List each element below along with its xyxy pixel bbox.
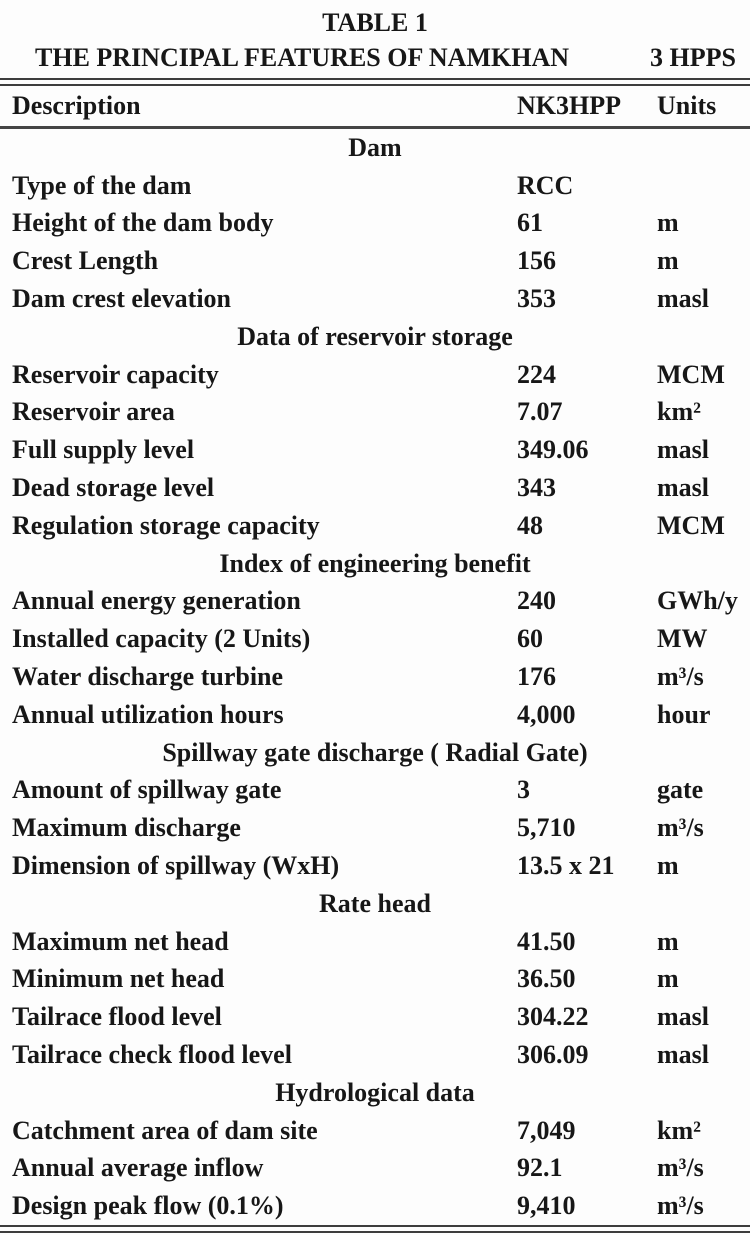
row-value: 176 bbox=[517, 662, 556, 692]
row-value: 7,049 bbox=[517, 1115, 576, 1145]
row-value: 5,710 bbox=[517, 813, 576, 843]
section-heading: Hydrological data bbox=[275, 1077, 475, 1107]
row-unit: MCM bbox=[657, 510, 725, 540]
row-value: 61 bbox=[517, 208, 543, 238]
row-unit: m bbox=[657, 208, 679, 238]
table-caption bbox=[0, 0, 750, 74]
row-label: Water discharge turbine bbox=[12, 662, 284, 692]
row-label: Catchment area of dam site bbox=[12, 1115, 318, 1145]
row-label: Dead storage level bbox=[12, 473, 215, 503]
row-value: 156 bbox=[517, 246, 556, 276]
section-heading: Spillway gate discharge ( Radial Gate) bbox=[162, 737, 588, 767]
row-value: 92.1 bbox=[517, 1153, 563, 1183]
row-unit: hour bbox=[657, 699, 711, 729]
row-label: Amount of spillway gate bbox=[12, 775, 282, 805]
row-unit: m³/s bbox=[657, 1153, 704, 1183]
row-label: Reservoir area bbox=[12, 397, 175, 427]
row-unit: km² bbox=[657, 397, 701, 427]
row-label: Height of the dam body bbox=[12, 208, 274, 238]
column-header-value: NK3HPP bbox=[517, 91, 621, 120]
row-value: 36.50 bbox=[517, 964, 576, 994]
row-value: 240 bbox=[517, 586, 556, 616]
row-label: Full supply level bbox=[12, 435, 195, 465]
row-label: Annual utilization hours bbox=[12, 699, 284, 729]
row-unit: m³/s bbox=[657, 813, 704, 843]
row-label: Minimum net head bbox=[12, 964, 225, 994]
row-unit: MW bbox=[657, 624, 708, 654]
row-unit: gate bbox=[657, 775, 704, 805]
row-unit: MCM bbox=[657, 359, 725, 389]
section-heading: Dam bbox=[348, 132, 402, 162]
section-heading: Index of engineering benefit bbox=[219, 548, 531, 578]
row-unit: masl bbox=[657, 473, 709, 503]
row-value: 60 bbox=[517, 624, 543, 654]
row-label: Crest Length bbox=[12, 246, 159, 276]
row-label: Dam crest elevation bbox=[12, 284, 232, 314]
row-label: Installed capacity (2 Units) bbox=[12, 624, 311, 654]
row-label: Annual energy generation bbox=[12, 586, 301, 616]
row-value: 343 bbox=[517, 473, 556, 503]
row-label: Type of the dam bbox=[12, 170, 192, 200]
row-value: 3 bbox=[517, 775, 530, 805]
row-unit: m³/s bbox=[657, 1191, 704, 1221]
row-value: 304.22 bbox=[517, 1002, 589, 1032]
row-unit: m bbox=[657, 964, 679, 994]
row-label: Annual average inflow bbox=[12, 1153, 264, 1183]
row-value: 41.50 bbox=[517, 926, 576, 956]
top-double-rule bbox=[0, 78, 750, 86]
section-heading: Data of reservoir storage bbox=[237, 321, 513, 351]
bottom-double-rule bbox=[0, 1225, 750, 1233]
table-title-line bbox=[0, 38, 750, 74]
row-value: 224 bbox=[517, 359, 556, 389]
row-unit: masl bbox=[657, 435, 709, 465]
row-unit: masl bbox=[657, 1002, 709, 1032]
row-value: RCC bbox=[517, 170, 574, 200]
row-unit: m bbox=[657, 851, 679, 881]
row-label: Maximum net head bbox=[12, 926, 229, 956]
column-header-description: Description bbox=[12, 91, 141, 120]
row-label: Tailrace flood level bbox=[12, 1002, 222, 1032]
row-unit: m bbox=[657, 246, 679, 276]
table-title-suffix: 3 HPPS bbox=[650, 43, 736, 72]
row-unit: m³/s bbox=[657, 662, 704, 692]
row-unit: m bbox=[657, 926, 679, 956]
row-unit: km² bbox=[657, 1115, 701, 1145]
row-unit: masl bbox=[657, 1040, 709, 1070]
row-label: Reservoir capacity bbox=[12, 359, 219, 389]
row-value: 7.07 bbox=[517, 397, 563, 427]
table-header-row bbox=[0, 86, 750, 126]
row-value: 13.5 x 21 bbox=[517, 851, 615, 881]
row-label: Maximum discharge bbox=[12, 813, 241, 843]
row-value: 4,000 bbox=[517, 699, 576, 729]
rows-container bbox=[0, 129, 750, 1225]
row-value: 48 bbox=[517, 510, 543, 540]
row-label: Design peak flow (0.1%) bbox=[12, 1191, 284, 1221]
table-title: THE PRINCIPAL FEATURES OF NAMKHAN bbox=[35, 43, 569, 72]
row-unit: GWh/y bbox=[657, 586, 738, 616]
row-value: 9,410 bbox=[517, 1191, 576, 1221]
row-label: Tailrace check flood level bbox=[12, 1040, 292, 1070]
row-value: 353 bbox=[517, 284, 556, 314]
row-unit: masl bbox=[657, 284, 709, 314]
row-value: 349.06 bbox=[517, 435, 589, 465]
row-label: Regulation storage capacity bbox=[12, 510, 320, 540]
section-heading: Rate head bbox=[319, 888, 431, 918]
row-label: Dimension of spillway (WxH) bbox=[12, 851, 340, 881]
table-number: TABLE 1 bbox=[322, 8, 428, 37]
row-value: 306.09 bbox=[517, 1040, 589, 1070]
column-header-units: Units bbox=[657, 91, 717, 120]
